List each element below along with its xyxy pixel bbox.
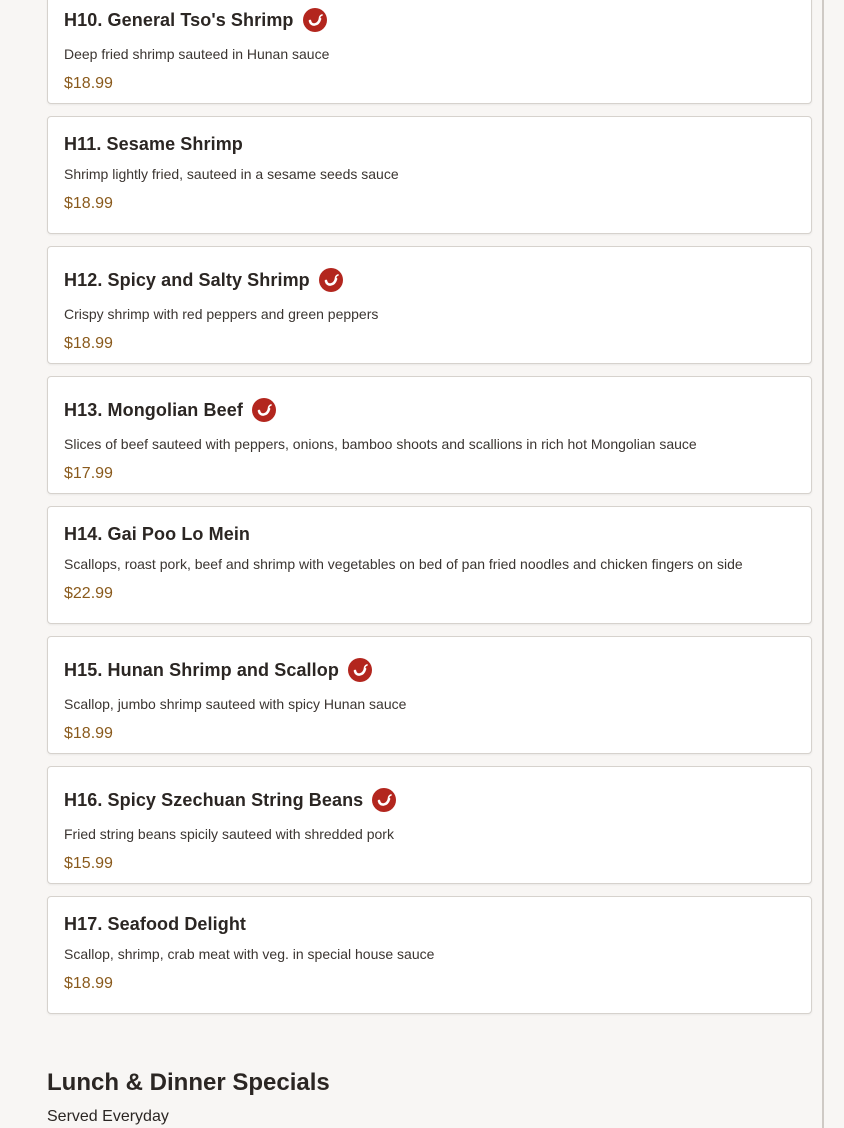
menu-item-card[interactable] <box>47 376 812 494</box>
menu-item-name: H17. Seafood Delight <box>64 913 247 934</box>
menu-item-card[interactable] <box>47 506 812 624</box>
menu-item-price: $18.99 <box>64 725 113 742</box>
chili-pepper-icon <box>372 788 396 812</box>
chili-pepper-icon <box>303 8 327 32</box>
menu-item-description: Fried string beans spicily sauteed with shredded pork <box>64 826 394 842</box>
menu-item-name: H15. Hunan Shrimp and Scallop <box>64 659 339 680</box>
menu-item-description: Scallops, roast pork, beef and shrimp with vegetables on bed of pan fried noodles and chicken fingers on side <box>64 556 743 572</box>
menu-item-description: Shrimp lightly fried, sauteed in a sesame seeds sauce <box>64 166 399 182</box>
menu-item-title-row <box>64 783 795 817</box>
menu-item-description: Slices of beef sauteed with peppers, onions, bamboo shoots and scallions in rich hot Mongolian sauce <box>64 436 697 452</box>
scrollbar-track[interactable] <box>822 0 824 1128</box>
menu-item-title-row <box>64 653 795 687</box>
menu-item-description: Deep fried shrimp sauteed in Hunan sauce <box>64 46 330 62</box>
section-subtitle: Served Everyday <box>47 1108 169 1125</box>
menu-item-card[interactable] <box>47 766 812 884</box>
menu-item-list <box>47 0 812 1026</box>
menu-item-description: Crispy shrimp with red peppers and green peppers <box>64 306 379 322</box>
menu-item-price: $15.99 <box>64 855 113 872</box>
menu-item-title-row <box>64 133 795 155</box>
section-title: Lunch & Dinner Specials <box>47 1069 330 1096</box>
chili-pepper-icon <box>348 658 372 682</box>
menu-item-price: $18.99 <box>64 335 113 352</box>
menu-item-card[interactable] <box>47 0 812 104</box>
chili-pepper-icon <box>252 398 276 422</box>
menu-item-card[interactable] <box>47 116 812 234</box>
menu-item-card[interactable] <box>47 636 812 754</box>
chili-pepper-icon <box>319 268 343 292</box>
menu-item-name: H14. Gai Poo Lo Mein <box>64 523 251 544</box>
menu-item-title-row <box>64 913 795 935</box>
menu-item-name: H12. Spicy and Salty Shrimp <box>64 269 310 290</box>
menu-item-price: $22.99 <box>64 585 113 602</box>
menu-item-title-row <box>64 523 795 545</box>
menu-item-name: H13. Mongolian Beef <box>64 399 243 420</box>
menu-item-title-row <box>64 263 795 297</box>
menu-item-price: $18.99 <box>64 975 113 992</box>
menu-item-name: H10. General Tso's Shrimp <box>64 9 294 30</box>
menu-item-name: H11. Sesame Shrimp <box>64 133 243 154</box>
menu-item-price: $18.99 <box>64 75 113 92</box>
menu-item-card[interactable] <box>47 246 812 364</box>
menu-item-name: H16. Spicy Szechuan String Beans <box>64 789 364 810</box>
menu-item-price: $18.99 <box>64 195 113 212</box>
lunch-dinner-specials-section <box>47 1066 330 1128</box>
menu-item-card[interactable] <box>47 896 812 1014</box>
menu-item-title-row <box>64 393 795 427</box>
menu-item-price: $17.99 <box>64 465 113 482</box>
menu-item-title-row <box>64 3 795 37</box>
menu-item-description: Scallop, shrimp, crab meat with veg. in special house sauce <box>64 946 435 962</box>
menu-item-description: Scallop, jumbo shrimp sauteed with spicy Hunan sauce <box>64 696 407 712</box>
